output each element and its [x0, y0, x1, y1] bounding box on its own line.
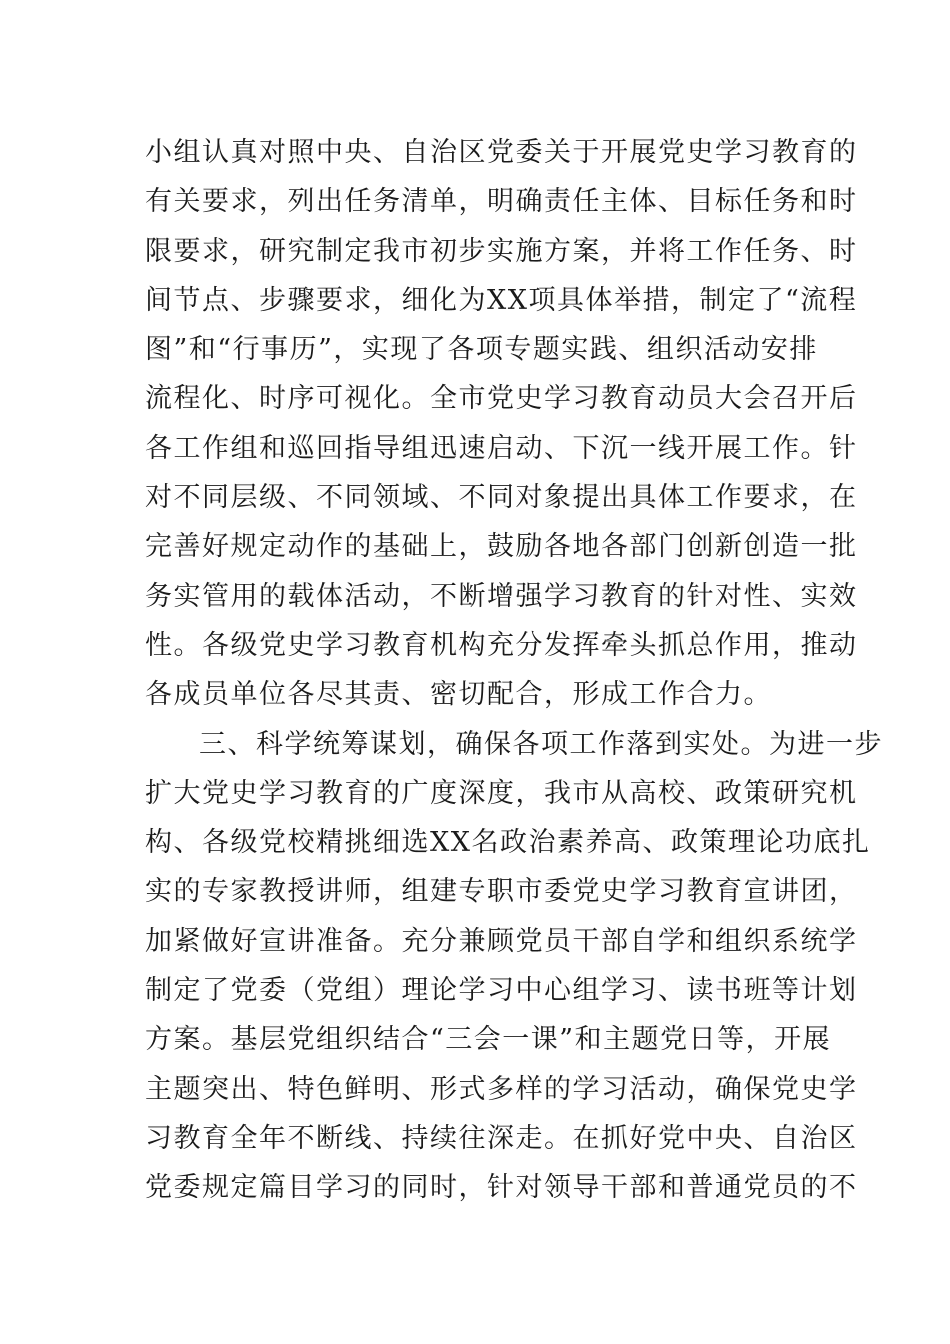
- text-line: 各成员单位各尽其责、密切配合，形成工作合力。: [145, 679, 772, 711]
- document-body: [145, 128, 883, 1213]
- text-line: 实的专家教授讲师，组建专职市委党史学习教育宣讲团，: [145, 876, 858, 908]
- text-line: 限要求，研究制定我市初步实施方案，并将工作任务、时: [145, 235, 858, 267]
- text-line: 各工作组和巡回指导组迅速启动、下沉一线开展工作。针: [145, 432, 858, 464]
- paragraph-1: [145, 128, 858, 720]
- paragraph-2: [145, 720, 883, 1213]
- text-line: 务实管用的载体活动，不断增强学习教育的针对性、实效: [145, 580, 858, 612]
- text-line: 图”和“行事历”，实现了各项专题实践、组织活动安排: [145, 334, 818, 366]
- text-line: 流程化、时序可视化。全市党史学习教育动员大会召开后: [145, 383, 858, 415]
- text-line: 对不同层级、不同领域、不同对象提出具体工作要求，在: [145, 482, 858, 514]
- text-line: 主题突出、特色鲜明、形式多样的学习活动，确保党史学: [145, 1073, 858, 1105]
- text-line: 扩大党史学习教育的广度深度，我市从高校、政策研究机: [145, 777, 858, 809]
- text-line: 小组认真对照中央、自治区党委关于开展党史学习教育的: [145, 137, 858, 168]
- text-line-first: 三、科学统筹谋划，确保各项工作落到实处。为进一步: [199, 728, 883, 760]
- text-line: 习教育全年不断线、持续往深走。在抓好党中央、自治区: [145, 1122, 858, 1154]
- text-line: 间节点、步骤要求，细化为XX项具体举措，制定了“流程: [145, 284, 858, 316]
- text-line: 方案。基层党组织结合“三会一课”和主题党日等，开展: [145, 1024, 832, 1056]
- text-line: 性。各级党史学习教育机构充分发挥牵头抓总作用，推动: [145, 629, 858, 661]
- text-line: 有关要求，列出任务清单，明确责任主体、目标任务和时: [145, 186, 858, 218]
- text-line: 加紧做好宣讲准备。充分兼顾党员干部自学和组织系统学: [145, 925, 858, 957]
- text-line: 构、各级党校精挑细选XX名政治素养高、政策理论功底扎: [145, 827, 871, 859]
- text-line: 制定了党委（党组）理论学习中心组学习、读书班等计划: [145, 975, 858, 1007]
- text-line: 完善好规定动作的基础上，鼓励各地各部门创新创造一批: [145, 531, 858, 563]
- text-line: 党委规定篇目学习的同时，针对领导干部和普通党员的不: [145, 1172, 858, 1204]
